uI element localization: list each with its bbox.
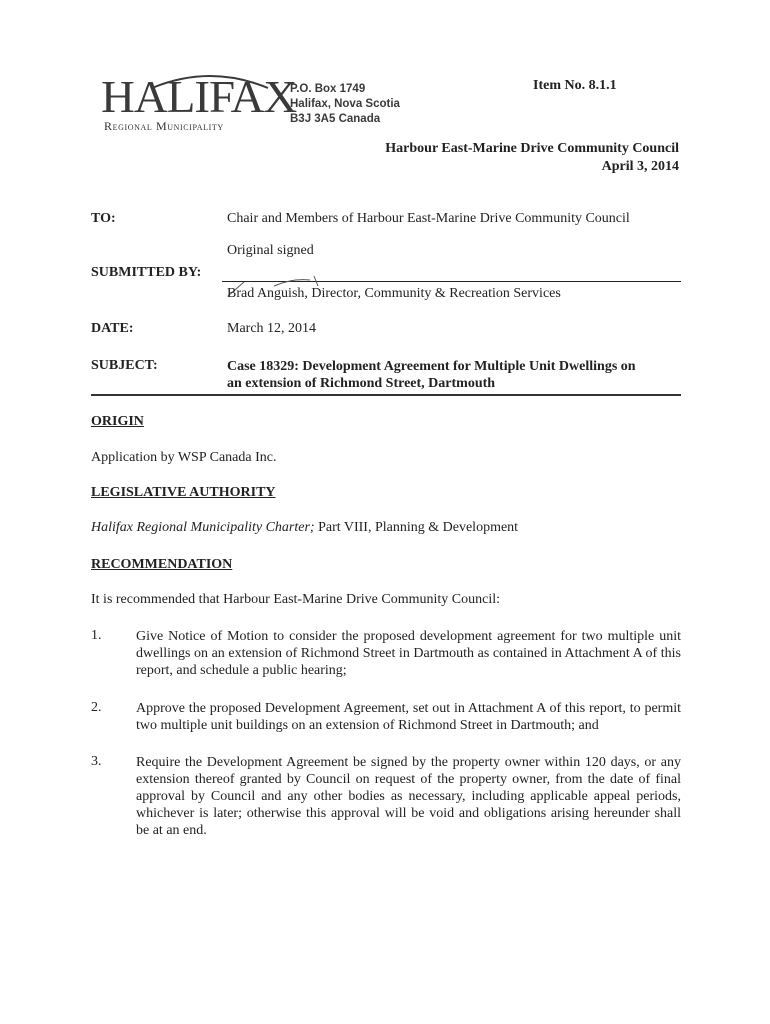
address-line: B3J 3A5 Canada bbox=[290, 113, 381, 125]
subject-line: an extension of Richmond Street, Dartmouth bbox=[227, 376, 496, 391]
address-line: Halifax, Nova Scotia bbox=[290, 98, 400, 110]
legislative-heading: LEGISLATIVE AUTHORITY bbox=[91, 485, 276, 500]
council-header bbox=[385, 140, 679, 176]
signed-note: Original signed bbox=[227, 243, 314, 258]
meeting-date: April 3, 2014 bbox=[601, 159, 679, 174]
charter-part: Part VIII, Planning & Development bbox=[314, 520, 519, 535]
recommendation-heading: RECOMMENDATION bbox=[91, 557, 233, 572]
submitted-by-value: Brad Anguish, Director, Community & Recreation Services bbox=[227, 286, 561, 301]
section-divider bbox=[91, 394, 681, 396]
date-value: March 12, 2014 bbox=[227, 321, 317, 336]
recommendation-intro: It is recommended that Harbour East-Marine Drive Community Council: bbox=[91, 592, 501, 607]
legislative-text bbox=[91, 520, 518, 536]
subject-line: Case 18329: Development Agreement for Multiple Unit Dwellings on bbox=[227, 359, 636, 374]
recommendation-item: Give Notice of Motion to consider the proposed development agreement for two multiple unit dwellings on an extension of Richmond Street in Dartmouth as contained in Attachment A of this report, and schedule a public hearing; bbox=[136, 629, 681, 678]
to-label: TO: bbox=[91, 211, 116, 226]
logo-wordmark: HALIFAX bbox=[101, 71, 297, 122]
subject-label: SUBJECT: bbox=[91, 358, 158, 373]
recommendation-number: 1. bbox=[91, 628, 102, 643]
submitted-by-label: SUBMITTED BY: bbox=[91, 265, 202, 280]
subject-value bbox=[227, 358, 636, 392]
to-value: Chair and Members of Harbour East-Marine Drive Community Council bbox=[227, 211, 630, 226]
item-number: Item No. 8.1.1 bbox=[533, 78, 617, 93]
charter-name: Halifax Regional Municipality Charter; bbox=[91, 520, 315, 535]
recommendation-item: Require the Development Agreement be signed by the property owner within 120 days, or any extension thereof granted by Council on request of the property owner, from the date of final approval by Council and any other bodies as necessary, including applicable appeal periods, whichever is later; otherwise this approval will be void and obligations arising hereunder shall be at an end. bbox=[136, 755, 681, 838]
logo-subtitle: Regional Municipality bbox=[104, 119, 224, 133]
council-name: Harbour East-Marine Drive Community Council bbox=[385, 141, 679, 156]
address-line: P.O. Box 1749 bbox=[290, 83, 366, 95]
recommendation-number: 2. bbox=[91, 700, 102, 715]
recommendation-item: Approve the proposed Development Agreement, set out in Attachment A of this report, to permit two multiple unit buildings on an extension of Richmond Street in Dartmouth; and bbox=[136, 701, 681, 733]
date-label: DATE: bbox=[91, 321, 134, 336]
origin-heading: ORIGIN bbox=[91, 414, 144, 429]
origin-text: Application by WSP Canada Inc. bbox=[91, 450, 277, 465]
recommendation-number: 3. bbox=[91, 754, 102, 769]
address-block bbox=[290, 82, 400, 127]
